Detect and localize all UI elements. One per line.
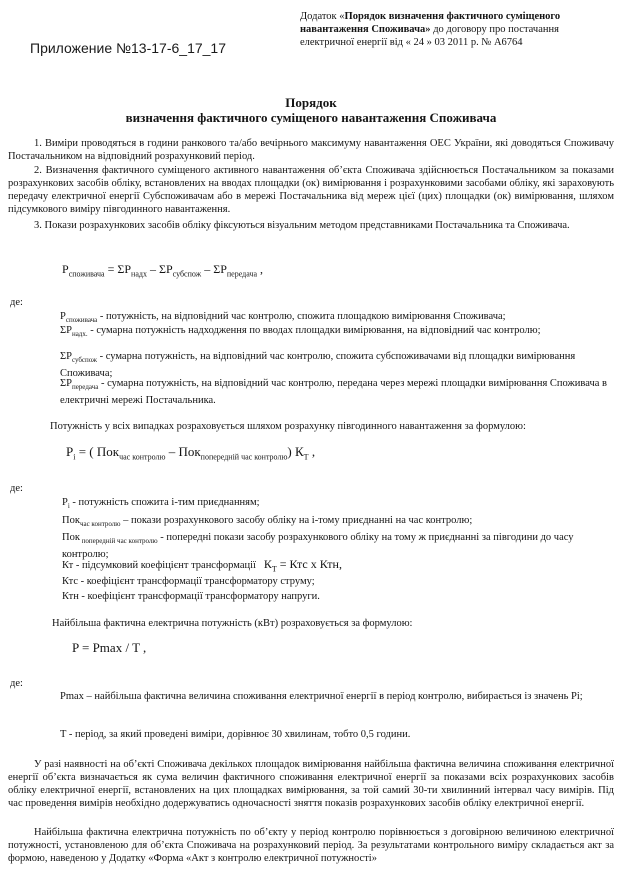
- document-title-line2: визначення фактичного суміщеного навантаження Споживача: [125, 110, 497, 125]
- definition-kt: Кт - підсумковий коефіцієнт трансформації $К_Т$ = Ктс х Ктн,: [62, 557, 342, 574]
- definition-inflow-power: $\Sigma P_{надх.}$ - сумарна потужність надходження по вводах площадки вимірювання, на відповідний час контролю;: [60, 325, 541, 339]
- paragraph-3: 3. Покази розрахункових засобів обліку фіксуються візуальним методом представниками Постачальника та Споживача.: [34, 220, 570, 231]
- definition-consumer-power: $P_{споживача}$ - потужність, на відповідний час контролю, спожита площадкою вимірювання Споживача;: [60, 311, 506, 325]
- where-label-2: де:: [10, 483, 23, 494]
- definition-ktn: Ктн - коефіцієнт трансформації трансформатору напруги.: [62, 591, 320, 602]
- where-label-3: де:: [10, 678, 23, 689]
- definition-reading-control: Пок$_{час контролю}$ – покази розрахункового засобу обліку на і-тому приєднанні на час контролю;: [62, 515, 473, 529]
- formula-consumer-power: $P_{споживача} = \Sigma P_{надх} - \Sigma P_{субспож} - \Sigma P_{передача}$ ,: [62, 262, 264, 279]
- where-label-1: де:: [10, 297, 23, 308]
- paragraph-2: 2. Визначення фактичного суміщеного активного навантаження об’єкта Споживача здійснюється Постачальником за показами розрахункових засобів обліку, встановлених на вводах площадки (ок) вимірювання і розрахунковими засобами обліку, які зараховують передачу електричної енергії Субспоживачам або в мережі Постачальника від мереж цієї (цих) площадки (ок) вимірювання, шляхом підсумкового виміру півгодинного навантаження.: [8, 165, 614, 215]
- definition-subconsumer-power: $\Sigma P_{субспож}$ - сумарна потужність, на відповідний час контролю, спожита субспоживачами від площадки вимірювання Споживача;: [60, 351, 576, 380]
- document-title-line1: Порядок: [285, 95, 337, 110]
- appendix-number: Приложение №13-17-6_17_17: [30, 40, 226, 56]
- annex-reference: Додаток «Порядок визначення фактичного суміщеного навантаження Споживача» до договору про постачання електричної енергії від « 24 » 03 2011 р. № А6764: [300, 11, 561, 48]
- formula-max-power: P = Pmax / T ,: [72, 640, 147, 655]
- definition-pmax: Pmax – найбільша фактична величина споживання електричної енергії в період контролю, вибирається із значень Pі;: [60, 691, 583, 702]
- definition-reading-previous: Пок $_{попередній час контролю}$ - попередні покази засобу розрахункового обліку на тому ж приєднанні за півгодини до часу контролю;: [62, 532, 574, 561]
- annex-title: Порядок визначення фактичного суміщеного навантаження Споживача»: [300, 11, 561, 35]
- max-power-text: Найбільша фактична електрична потужність (кВт) розраховується за формулою:: [52, 618, 413, 629]
- definition-ktc: Ктс - коефіцієнт трансформації трансформатору струму;: [62, 576, 315, 587]
- closing-paragraph-2: Найбільша фактична електрична потужність по об’єкту у період контролю порівнюється з договірною величиною електричної потужності, установленою для об’єкта Споживача на розрахунковий період. За результатами контрольного виміру складається акт за формою, наведеною у Додатку «Форма «Акт з контролю електричної потужності»: [8, 827, 614, 864]
- closing-paragraph-1: У разі наявності на об’єкті Споживача декількох площадок вимірювання найбільша фактична величина споживання електричної енергії об’єкта визначається як сума величин фактичного споживання електричної енергії за показами всіх розрахункових засобів обліку електричної енергії, встановлених на цих площадках вимірювання, за той самий 30-ти хвилинний інтервал часу вимірів. Під час проведення вимірів необхідно додержуватись одночасності зняття показів розрахункових засобів обліку електричної енергії.: [8, 759, 614, 809]
- definition-transfer-power: $\Sigma P_{передача}$ - сумарна потужність, на відповідний час контролю, передана через мережі площадки вимірювання Споживача в електричні мережі Постачальника.: [60, 378, 607, 407]
- formula-half-hour-load: $P_i$ = ( Пок$_{час контролю}$ – Пок$_{попередній час контролю}$) $К_Т$ ,: [66, 444, 316, 462]
- definition-t: T - період, за який проведені виміри, дорівнює 30 хвилинам, тобто 0,5 години.: [60, 729, 411, 740]
- paragraph-1: 1. Виміри проводяться в години ранкового та/або вечірнього максимуму навантаження ОЕС України, які доводяться Споживачу Постачальником на відповідний розрахунковий період.: [8, 138, 614, 162]
- power-calculation-text: Потужність у всіх випадках розраховується шляхом розрахунку півгодинного навантаження за формулою:: [50, 421, 526, 432]
- definition-pi: $P_i$ - потужність спожита і-тим приєднанням;: [62, 497, 260, 511]
